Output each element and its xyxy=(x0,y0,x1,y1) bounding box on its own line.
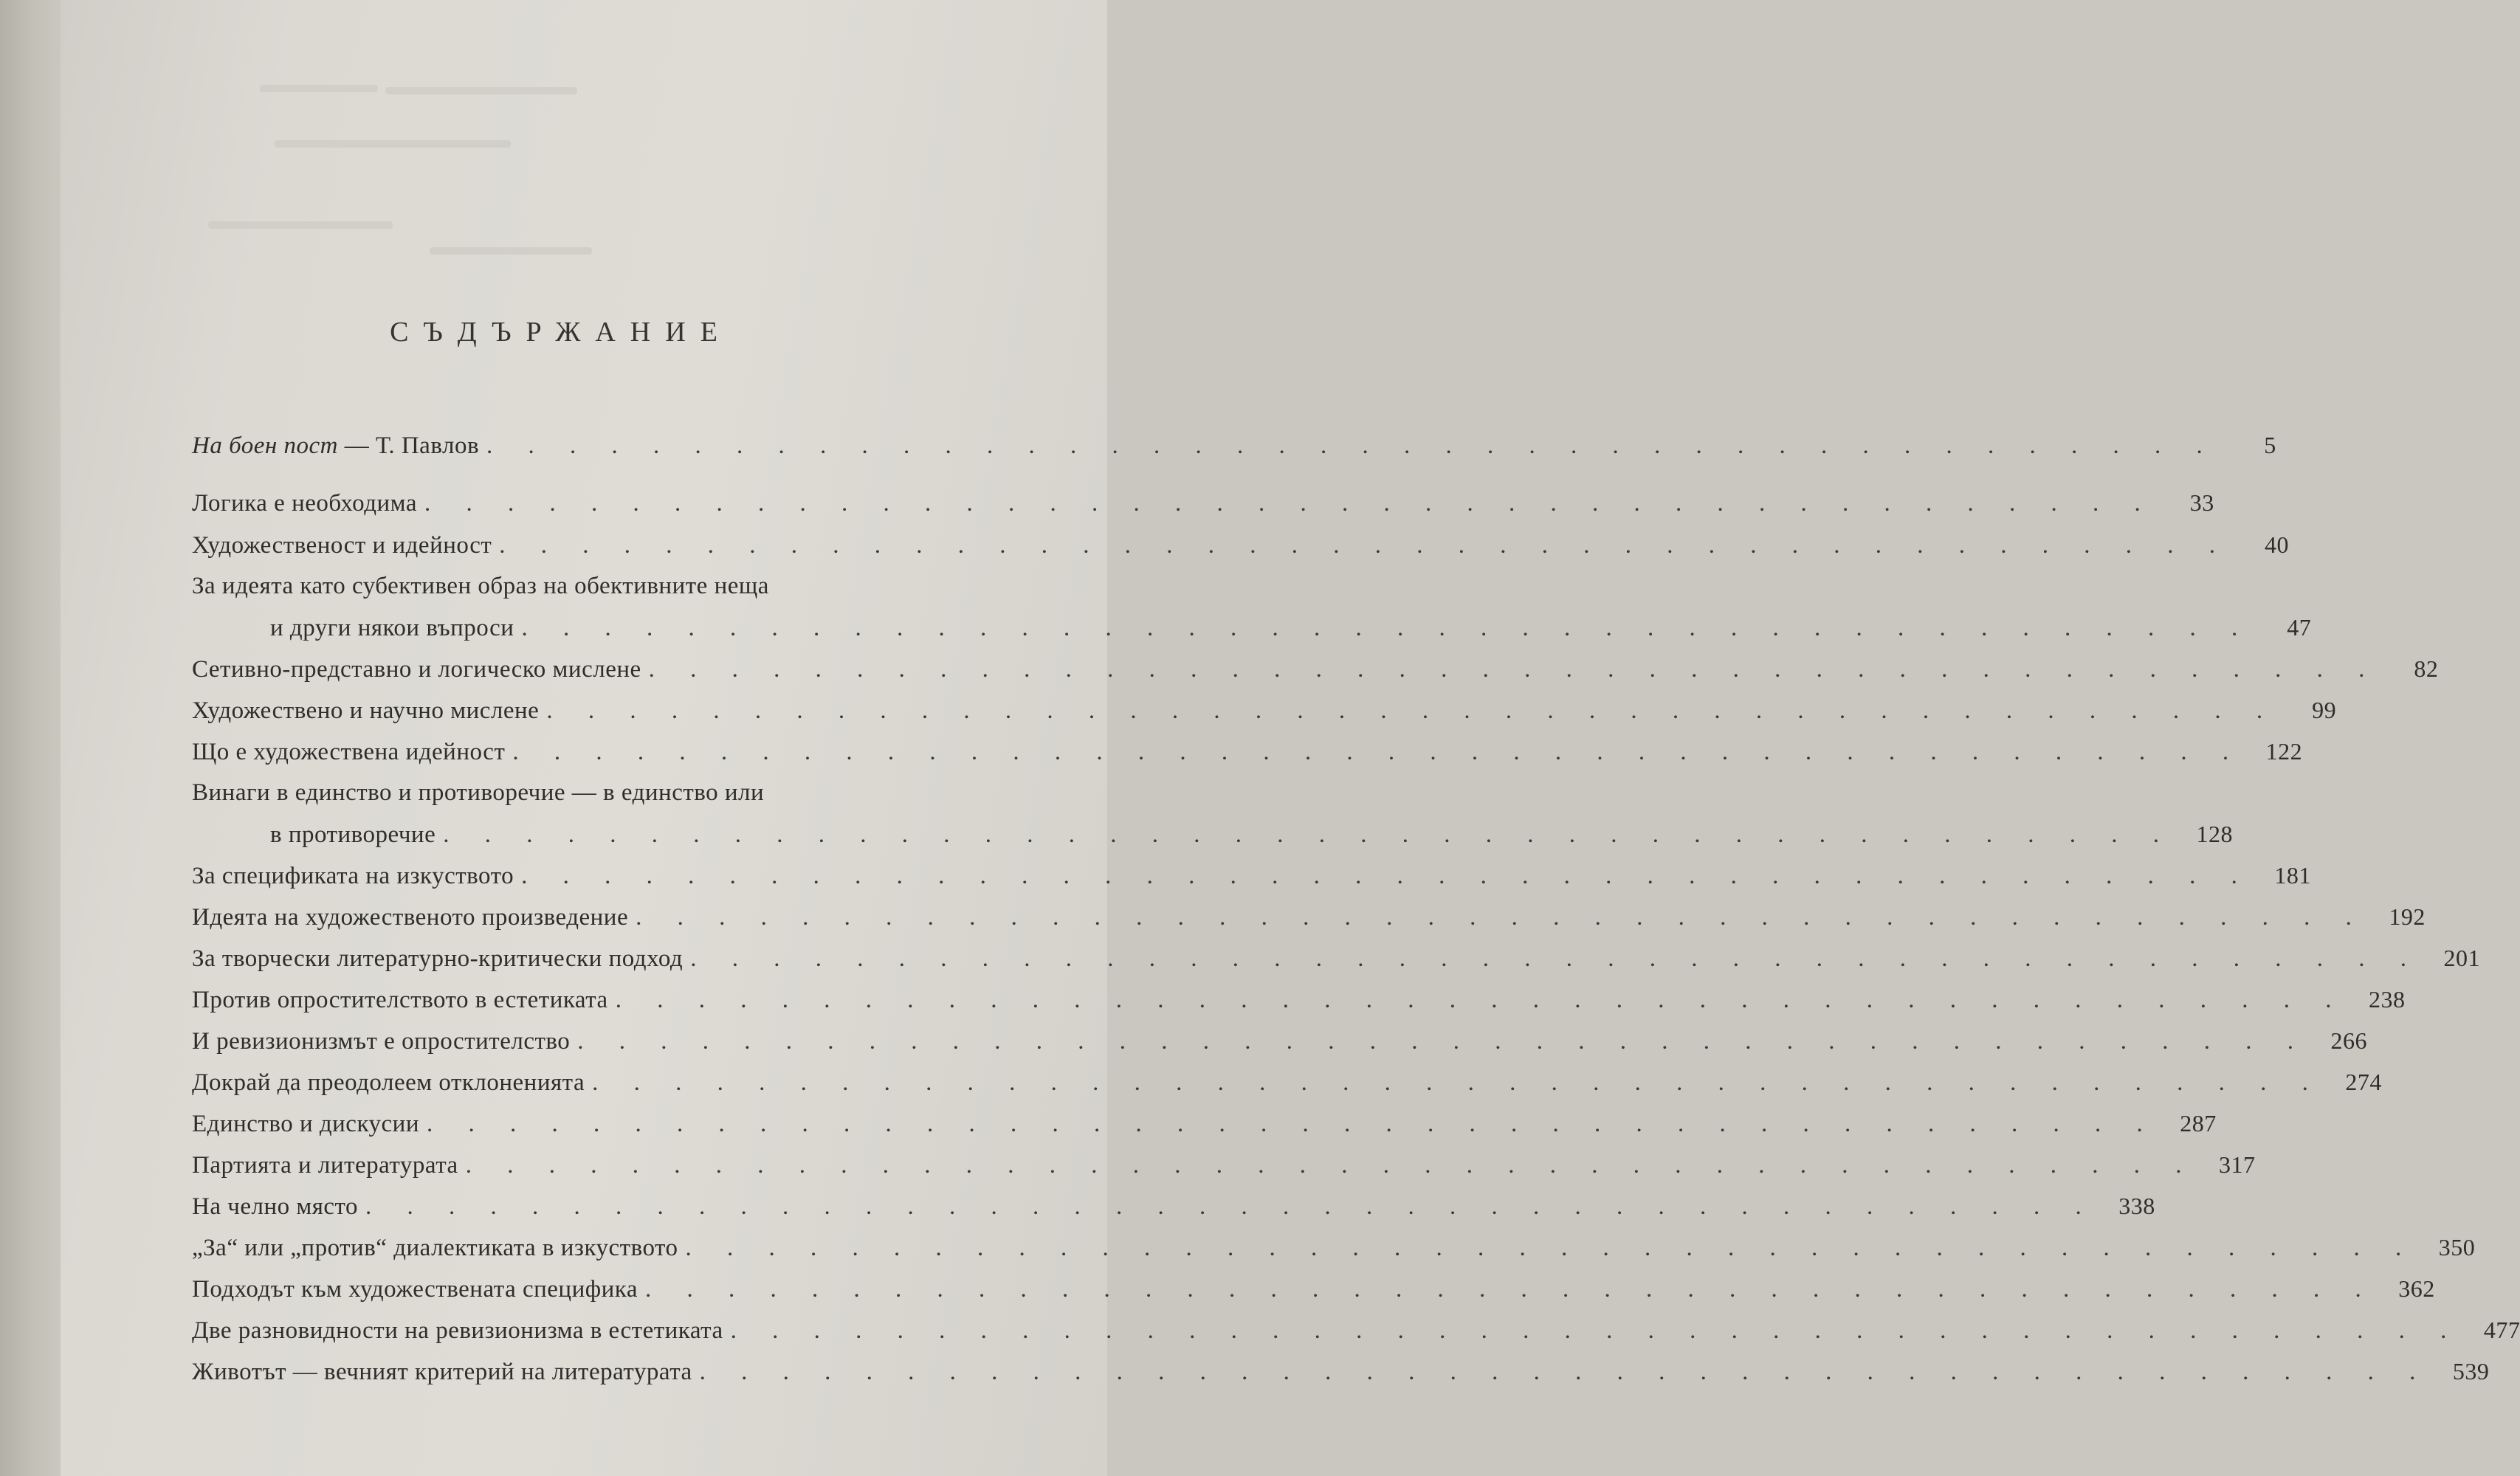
page-number: 274 xyxy=(2345,1069,2382,1095)
page-number: 287 xyxy=(2180,1110,2217,1137)
book-binding-edge xyxy=(0,0,62,1476)
toc-entry xyxy=(192,614,2312,655)
entry-title-line1: За идеята като субективен образ на обективните неща xyxy=(192,573,769,599)
entry-title: Партията и литературата xyxy=(192,1152,458,1179)
dot-leader: . . . . . . . . . . . . . . . . . . . . . . . . . . . . . . . . . . . . . . . . . . xyxy=(592,1069,2323,1096)
entry-title-line2: в противоречие xyxy=(270,821,436,848)
toc-entry xyxy=(192,1317,2520,1358)
toc-entry xyxy=(192,821,2233,862)
page-number: 350 xyxy=(2438,1234,2476,1261)
page-number: 317 xyxy=(2218,1151,2256,1178)
entry-title: За спецификата на изкуството xyxy=(192,863,514,889)
contents-heading: СЪДЪРЖАНИЕ xyxy=(390,317,732,348)
page-number: 122 xyxy=(2265,738,2303,765)
page-number: 128 xyxy=(2196,821,2233,847)
page-number: 266 xyxy=(2330,1027,2367,1054)
toc-entry xyxy=(192,1027,2367,1069)
bleed-through-shadow xyxy=(208,221,393,229)
page-number: 338 xyxy=(2118,1193,2155,1219)
dot-leader: . . . . . . . . . . . . . . . . . . . . . . . . . . . . . . . . . . . . . . . . . . xyxy=(577,1028,2308,1055)
toc-entry xyxy=(192,470,2214,531)
entry-title: „За“ или „против“ диалектиката в изкуството xyxy=(192,1235,678,1261)
dot-leader: . . . . . . . . . . . . . . . . . . . . . . . . . . . . . . . . . . . . . . . . . . xyxy=(465,1152,2197,1179)
entry-title: Идеята на художественото произведение xyxy=(192,904,629,931)
dot-leader: . . . . . . . . . . . . . . . . . . . . . . . . . . . . . . . . . . . . . . . . . . xyxy=(499,532,2231,559)
toc-entry xyxy=(192,697,2337,738)
entry-title: Художествено и научно мислене xyxy=(192,697,540,724)
table-of-contents xyxy=(192,432,2520,1399)
entry-title: Докрай да преодолеем отклоненията xyxy=(192,1069,585,1096)
page-number: 201 xyxy=(2443,945,2480,971)
toc-entry xyxy=(192,986,2406,1027)
page-number: 181 xyxy=(2274,862,2311,889)
page-number: 539 xyxy=(2452,1358,2490,1384)
entry-title: Единство и дискусии xyxy=(192,1111,419,1137)
entry-title: Подходът към художествената специфика xyxy=(192,1276,638,1303)
toc-entry xyxy=(192,1151,2256,1193)
toc-entry xyxy=(192,738,2303,779)
page-number: 99 xyxy=(2312,697,2337,723)
dot-leader: . . . . . . . . . . . . . . . . . . . . . . . . . . . . . . . . . . . . . . . . . . xyxy=(426,1111,2158,1137)
toc-entry xyxy=(192,1358,2490,1399)
dot-leader: . . . . . . . . . . . . . . . . . . . . . . . . . . . . . . . . . . . . . . . . . . xyxy=(730,1317,2462,1344)
bleed-through-shadow xyxy=(385,87,577,94)
entry-title-line1: Винаги в единство и противоречие — в единство или xyxy=(192,779,765,806)
entry-title-author: — Т. Павлов xyxy=(338,432,480,459)
page-number: 33 xyxy=(2189,489,2214,516)
toc-entry xyxy=(192,1234,2476,1275)
dot-leader: . . . . . . . . . . . . . . . . . . . . . . . . . . . . . . . . . . . . . . . . . . xyxy=(546,697,2278,724)
toc-entry xyxy=(192,945,2480,986)
dot-leader: . . . . . . . . . . . . . . . . . . . . . . . . . . . . . . . . . . . . . . . . . . xyxy=(644,1276,2376,1303)
page-number: 5 xyxy=(2264,432,2276,458)
dot-leader: . . . . . . . . . . . . . . . . . . . . . . . . . . . . . . . . . . . . . . . . . . xyxy=(521,863,2252,889)
entry-title-line2: и други някои въпроси xyxy=(270,615,514,641)
dot-leader: . . . . . . . . . . . . . . . . . . . . . . . . . . . . . . . . . . . . . . . . . . xyxy=(636,904,2366,931)
toc-entry xyxy=(192,1275,2435,1317)
dot-leader: . . . . . . . . . . . . . . . . . . . . . . . . . . . . . . . . . . . . . . . . . . xyxy=(486,432,2217,459)
entry-title: Що е художествена идейност xyxy=(192,739,506,765)
bleed-through-shadow xyxy=(275,140,511,148)
toc-entry xyxy=(192,1110,2217,1151)
dot-leader: . . . . . . . . . . . . . . . . . . . . . . . . . . . . . . . . . . . . . . . . . . xyxy=(648,656,2380,683)
page-number: 47 xyxy=(2287,614,2312,641)
toc-entry xyxy=(192,655,2439,697)
entry-title-italic: На боен пост xyxy=(192,432,338,459)
bleed-through-shadow xyxy=(260,85,378,92)
dot-leader: . . . . . . . . . . . . . . . . . . . . . . . . . . . . . . . . . . . . . . . . . . xyxy=(685,1235,2417,1261)
entry-title: И ревизионизмът е опростителство xyxy=(192,1028,571,1055)
page-number: 82 xyxy=(2414,655,2439,682)
dot-leader: . . . . . . . . . . . . . . . . . . . . . . . . . . . . . . . . . . . . . . . . . . xyxy=(521,615,2253,641)
toc-entry xyxy=(192,531,2290,573)
entry-title: Художественост и идейност xyxy=(192,532,492,559)
entry-title: На челно място xyxy=(192,1193,359,1220)
entry-title: За творчески литературно-критически подход xyxy=(192,945,684,972)
toc-entry xyxy=(192,903,2426,945)
toc-entry xyxy=(192,432,2276,470)
page-number: 192 xyxy=(2389,903,2426,930)
page-number: 238 xyxy=(2368,986,2406,1013)
dot-leader: . . . . . . . . . . . . . . . . . . . . . . . . . . . . . . . . . . . . . . . . . . xyxy=(365,1193,2096,1220)
page-number: 477 xyxy=(2483,1317,2520,1343)
entry-title: Логика е необходима xyxy=(192,490,417,517)
page-number: 362 xyxy=(2398,1275,2435,1302)
entry-title: Против опростителството в естетиката xyxy=(192,987,608,1013)
dot-leader: . . . . . . . . . . . . . . . . . . . . . . . . . . . . . . . . . . . . . . . . . . xyxy=(512,739,2244,765)
dot-leader: . . . . . . . . . . . . . . . . . . . . . . . . . . . . . . . . . . . . . . . . . . xyxy=(615,987,2347,1013)
page-number: 40 xyxy=(2265,531,2290,558)
dot-leader: . . . . . . . . . . . . . . . . . . . . . . . . . . . . . . . . . . . . . . . . . . xyxy=(443,821,2174,848)
toc-entry xyxy=(192,1193,2155,1234)
entry-title: Две разновидности на ревизионизма в естетиката xyxy=(192,1317,723,1344)
bleed-through-shadow xyxy=(430,247,592,255)
dot-leader: . . . . . . . . . . . . . . . . . . . . . . . . . . . . . . . . . . . . . . . . . . xyxy=(699,1359,2431,1385)
toc-entry xyxy=(192,1069,2382,1110)
entry-title: Сетивно-представно и логическо мислене xyxy=(192,656,641,683)
dot-leader: . . . . . . . . . . . . . . . . . . . . . . . . . . . . . . . . . . . . . . . . . . xyxy=(424,490,2155,517)
dot-leader: . . . . . . . . . . . . . . . . . . . . . . . . . . . . . . . . . . . . . . . . . . xyxy=(690,945,2421,972)
toc-entry xyxy=(192,862,2311,903)
entry-title: Животът — вечният критерий на литературата xyxy=(192,1359,692,1385)
